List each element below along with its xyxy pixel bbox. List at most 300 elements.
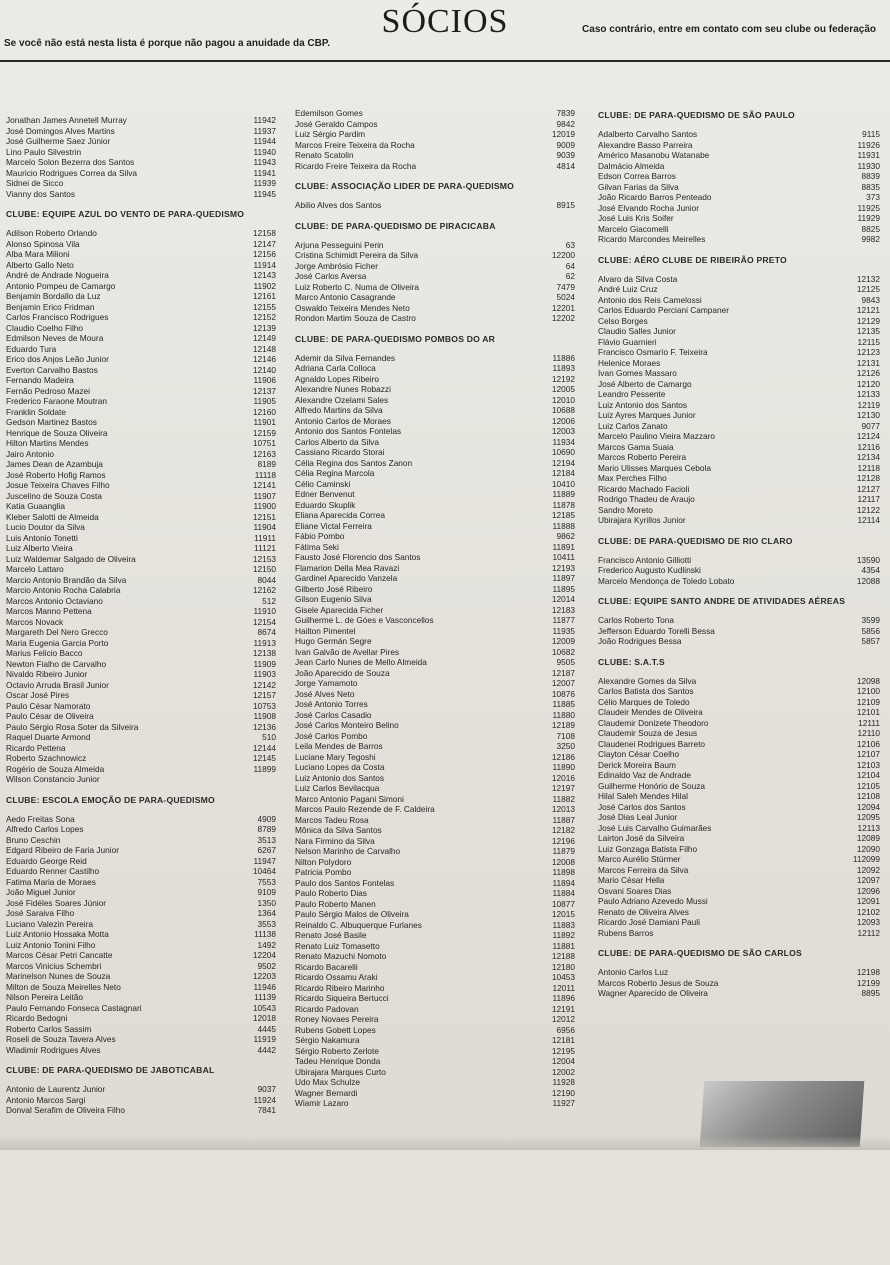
header-note-left: Se você não está nesta lista é porque não pagou a anuidade da CBP. <box>4 38 331 49</box>
member-number: 12203 <box>252 971 276 981</box>
member-name: Nilson Pereira Leitão <box>6 992 84 1002</box>
member-number: 8674 <box>257 627 276 637</box>
member-row <box>6 908 276 919</box>
member-name: Wagner Bernardi <box>295 1087 358 1098</box>
member-row <box>6 982 276 993</box>
member-name: Luiz Antonio dos Santos <box>295 772 385 783</box>
member-row <box>295 140 575 151</box>
member-row <box>598 326 880 337</box>
member-row <box>6 354 276 365</box>
member-name: Ricardo Freire Teixeira da Rocha <box>295 160 417 171</box>
member-number: 10411 <box>552 552 575 562</box>
member-number: 12105 <box>856 780 880 791</box>
member-name: Sérgio Nakamura <box>295 1035 360 1045</box>
member-name: Paulo Roberto Dias <box>295 888 367 898</box>
member-name: Wagner Aparecido de Oliveira <box>598 988 708 998</box>
bleed-through-edge <box>0 1136 890 1150</box>
member-row <box>295 416 575 427</box>
member-name: Mônica da Silva Santos <box>295 825 382 835</box>
member-name: Marcos Freire Teixeira da Rocha <box>295 139 415 150</box>
member-name: Ademir da Silva Fernandes <box>295 352 396 363</box>
member-name: Luiz Sérgio Pardim <box>295 129 366 139</box>
member-number: 12156 <box>252 249 276 259</box>
member-number: 11911 <box>254 532 276 543</box>
member-number: 11138 <box>254 929 276 939</box>
member-number: 11889 <box>552 489 575 499</box>
member-number: 11930 <box>857 160 880 171</box>
member-row <box>6 701 276 712</box>
member-row <box>598 347 880 358</box>
member-row <box>6 824 276 835</box>
member-name: Flamarion Della Mea Ravazi <box>295 562 400 573</box>
member-name: Marco Antonio Pagani Simoni <box>295 793 404 804</box>
club-heading: CLUBE: DE PARA-QUEDISMO POMBOS DO AR <box>295 333 496 344</box>
member-row <box>295 857 575 868</box>
member-number: 6267 <box>257 845 276 855</box>
member-number: 12189 <box>551 720 575 730</box>
member-number: 11927 <box>552 1098 575 1108</box>
member-name: Eduardo George Reid <box>6 855 87 866</box>
member-row <box>6 228 276 239</box>
member-number: 4909 <box>257 813 276 824</box>
member-name: José Domingos Alves Martins <box>6 125 115 136</box>
member-row <box>295 200 575 211</box>
member-name: Luiz Carlos Bevilacqua <box>295 783 380 793</box>
member-name: Renato de Oliveira Alves <box>598 906 689 917</box>
member-name: José Guilherme Saez Júnior <box>6 136 111 146</box>
member-row <box>6 845 276 856</box>
member-name: Antonio Carlos de Moraes <box>295 415 391 426</box>
member-number: 11900 <box>253 501 276 511</box>
member-number: 1364 <box>257 908 276 918</box>
member-name: Jorge Yamamoto <box>295 678 358 688</box>
member-row <box>295 261 575 272</box>
member-number: 11892 <box>552 930 575 940</box>
club-heading: CLUBE: DE PARA-QUEDISMO DE JABOTICABAL <box>6 1065 215 1075</box>
member-row <box>295 846 575 857</box>
member-name: Kleber Salotti de Almeida <box>6 511 99 522</box>
member-name: Ricardo Bedogni <box>6 1013 68 1023</box>
member-name: Paulo Adriano Azevedo Mussi <box>598 896 708 906</box>
member-row <box>6 1045 276 1056</box>
member-row <box>295 647 575 658</box>
member-row <box>6 961 276 972</box>
member-name: Edson Correa Barros <box>598 171 676 181</box>
member-row <box>598 431 880 442</box>
member-row <box>598 718 880 729</box>
member-name: Alexandre Gomes da Silva <box>598 675 697 686</box>
member-name: João Ricardo Barros Penteado <box>598 192 712 202</box>
member-row <box>598 781 880 792</box>
member-row <box>295 1067 575 1078</box>
member-name: Nara Firmino da Silva <box>295 835 375 846</box>
member-name: José Luis Kris Soifer <box>598 213 674 223</box>
member-number: 11910 <box>253 606 276 616</box>
member-name: Alfredo Martins da Silva <box>295 405 383 415</box>
member-number: 12141 <box>252 480 276 490</box>
member-number: 12195 <box>551 1045 575 1056</box>
club-heading: CLUBE: EQUIPE AZUL DO VENTO DE PARA-QUEDISMO <box>6 209 245 219</box>
member-number: 4814 <box>556 160 575 171</box>
member-number: 11925 <box>857 202 880 213</box>
member-row <box>6 554 276 565</box>
member-number: 112099 <box>852 854 880 864</box>
member-row <box>6 333 276 344</box>
member-number: 12110 <box>857 728 880 738</box>
member-name: Antonio dos Santos Fontelas <box>295 426 402 436</box>
member-row <box>295 1056 575 1067</box>
member-row <box>295 941 575 952</box>
member-row <box>6 249 276 260</box>
member-number: 8915 <box>556 200 575 210</box>
member-name: José Antonio Torres <box>295 699 368 709</box>
club-heading: CLUBE: DE PARA-QUEDISMO DE PIRACICABA <box>295 220 496 231</box>
member-row <box>598 224 880 235</box>
member-name: Cristina Schimidt Pereira da Silva <box>295 250 419 260</box>
member-number: 10690 <box>551 447 575 457</box>
member-number: 5024 <box>556 292 575 302</box>
member-row <box>295 668 575 679</box>
member-name: Rubens Gobett Lopes <box>295 1024 376 1035</box>
member-number: 62 <box>565 271 575 281</box>
member-name: Cassiano Ricardo Storai <box>295 447 385 457</box>
member-name: Frederico Faraone Moutran <box>6 396 107 406</box>
member-number: 12093 <box>856 917 880 927</box>
member-name: Hailton Pimentel <box>295 625 356 636</box>
member-row <box>598 875 880 886</box>
member-number: 11939 <box>253 178 276 188</box>
member-number: 11890 <box>552 762 575 772</box>
member-name: Paulo César Namorato <box>6 700 91 711</box>
member-row <box>598 896 880 907</box>
member-name: Nilton Polydoro <box>295 856 352 867</box>
member-number: 11880 <box>552 709 575 720</box>
member-number: 8835 <box>861 181 880 192</box>
member-number: 12147 <box>252 238 276 249</box>
member-row <box>295 930 575 941</box>
member-name: Ubirajara Marques Curto <box>295 1066 386 1077</box>
member-name: Carlos Batista dos Santos <box>598 686 694 696</box>
member-row <box>6 302 276 313</box>
member-number: 7108 <box>556 730 575 741</box>
member-row <box>295 720 575 731</box>
member-number: 11893 <box>552 363 575 373</box>
member-name: Alexandre Nunes Robazzi <box>295 384 391 394</box>
member-number: 11905 <box>253 396 276 406</box>
member-name: Alberto Gallo Neto <box>6 259 74 270</box>
member-row <box>598 182 880 193</box>
member-number: 8825 <box>861 223 880 234</box>
member-row <box>6 596 276 607</box>
member-row <box>598 907 880 918</box>
member-name: João Rodrigues Bessa <box>598 636 682 646</box>
member-row <box>6 743 276 754</box>
member-row <box>295 447 575 458</box>
member-row <box>295 1046 575 1057</box>
member-row <box>598 576 880 587</box>
member-row <box>295 552 575 563</box>
member-number: 10464 <box>252 866 276 876</box>
member-row <box>598 802 880 813</box>
member-name: Abilio Alves dos Santos <box>295 200 382 210</box>
member-number: 64 <box>565 260 575 271</box>
member-number: 12199 <box>856 977 880 988</box>
member-number: 4445 <box>257 1023 276 1034</box>
member-row <box>598 760 880 771</box>
member-number: 12092 <box>856 864 880 875</box>
member-name: Fausto José Florencio dos Santos <box>295 552 421 562</box>
member-row <box>295 899 575 910</box>
member-row <box>598 400 880 411</box>
member-row <box>6 1034 276 1045</box>
member-name: Claudemir Donizete Theodoro <box>598 717 709 728</box>
member-row <box>598 129 880 140</box>
member-number: 8895 <box>861 988 880 998</box>
member-number: 10453 <box>551 972 575 982</box>
member-number: 9039 <box>556 150 575 160</box>
member-name: Mario César Hella <box>598 875 665 885</box>
member-number: 12188 <box>551 951 575 961</box>
member-row <box>295 240 575 251</box>
member-number: 8044 <box>257 574 276 585</box>
member-row <box>295 458 575 469</box>
member-row <box>6 764 276 775</box>
member-name: José Saraiva Filho <box>6 908 75 918</box>
member-number: 11899 <box>253 763 276 774</box>
member-name: Roseli de Souza Tavera Alves <box>6 1034 116 1044</box>
member-number: 11894 <box>552 877 575 888</box>
member-row <box>295 563 575 574</box>
member-number: 11914 <box>253 259 276 270</box>
member-name: Marcos Ferreira da Silva <box>598 864 689 875</box>
member-name: Antonio Pompeu de Camargo <box>6 280 116 291</box>
member-number: 12091 <box>856 896 880 906</box>
member-row <box>6 344 276 355</box>
member-name: Paulo Roberto Manen <box>295 898 376 909</box>
member-number: 12122 <box>856 504 880 515</box>
member-number: 12108 <box>856 791 880 801</box>
member-number: 10688 <box>551 405 575 415</box>
member-number: 11877 <box>552 615 575 625</box>
member-row <box>295 762 575 773</box>
member-number: 12190 <box>551 1087 575 1098</box>
member-row <box>295 615 575 626</box>
member-number: 3599 <box>861 615 880 625</box>
member-name: Marcos Manno Pettena <box>6 606 92 616</box>
member-row <box>6 270 276 281</box>
member-row <box>598 161 880 172</box>
member-row <box>295 161 575 172</box>
member-row <box>295 150 575 161</box>
member-number: 12103 <box>856 759 880 770</box>
member-row <box>598 686 880 697</box>
member-row <box>6 533 276 544</box>
member-name: José Geraldo Campos <box>295 118 378 129</box>
member-row <box>295 531 575 542</box>
member-number: 11929 <box>857 213 880 223</box>
member-name: Rondon Martim Souza de Castro <box>295 313 416 323</box>
masthead <box>0 0 890 62</box>
member-row <box>6 449 276 460</box>
member-name: Ricardo José Damiani Pauli <box>598 917 700 927</box>
member-name: Marcelo Solon Bezerra dos Santos <box>6 157 135 167</box>
member-name: José Carlos Aversa <box>295 271 367 281</box>
member-row <box>295 731 575 742</box>
member-number: 11947 <box>253 855 276 866</box>
member-number: 12137 <box>252 385 276 396</box>
member-row <box>598 494 880 505</box>
member-name: Newton Fialho de Carvalho <box>6 658 107 669</box>
member-number: 12011 <box>552 982 575 993</box>
member-number: 12106 <box>856 738 880 749</box>
member-row <box>295 384 575 395</box>
member-number: 12115 <box>857 336 880 347</box>
member-number: 12127 <box>856 483 880 494</box>
member-name: Ricardo Marcondes Meirelles <box>598 234 706 244</box>
member-row <box>6 407 276 418</box>
member-number: 3250 <box>556 741 575 751</box>
member-number: 12128 <box>856 473 880 483</box>
member-row <box>295 993 575 1004</box>
member-row <box>295 741 575 752</box>
member-name: Eduardo Skuplik <box>295 499 356 510</box>
member-row <box>6 386 276 397</box>
member-name: José Luis Carvalho Guimarães <box>598 822 712 833</box>
member-name: Osvani Soares Dias <box>598 885 672 896</box>
member-row <box>6 281 276 292</box>
member-name: Luciano Lopes da Costa <box>295 762 385 772</box>
member-name: Luciane Mary Tegoshi <box>295 751 376 762</box>
member-name: Luiz Waldemar Salgado de Oliveira <box>6 553 136 564</box>
member-name: Mario Ulisses Marques Cebola <box>598 462 711 473</box>
member-number <box>239 774 276 785</box>
member-number: 12155 <box>252 301 276 312</box>
member-row <box>295 521 575 532</box>
member-row <box>6 940 276 951</box>
member-number: 12117 <box>857 494 880 504</box>
member-number: 11895 <box>552 583 575 594</box>
member-row <box>6 950 276 961</box>
member-number: 12118 <box>857 462 880 473</box>
member-row <box>6 877 276 888</box>
member-number: 11903 <box>253 669 276 679</box>
member-name: Gilberto José Ribeiro <box>295 583 373 594</box>
member-row <box>6 585 276 596</box>
member-name: Max Perches Filho <box>598 473 667 483</box>
member-number: 10877 <box>551 898 575 909</box>
member-name: Lino Paulo Silvestrin <box>6 146 82 157</box>
member-row <box>6 260 276 271</box>
member-row <box>598 565 880 576</box>
member-number: 12116 <box>857 441 880 452</box>
member-number: 12145 <box>252 753 276 763</box>
member-number: 11886 <box>552 352 575 363</box>
member-name: Luiz Ayres Marques Junior <box>598 410 696 420</box>
member-name: Francisco Osmarío F. Teixeira <box>598 347 708 357</box>
member-number: 12146 <box>252 354 276 364</box>
member-name: Alfredo Carlos Lopes <box>6 824 84 834</box>
member-name: Fátima Seki <box>295 541 339 552</box>
club-heading: CLUBE: AÉRO CLUBE DE RIBEIRÃO PRETO <box>598 254 787 265</box>
member-number: 12121 <box>856 305 880 315</box>
member-name: Edgard Ribeiro de Faria Junior <box>6 845 119 855</box>
member-row <box>6 929 276 940</box>
member-number: 11883 <box>552 919 575 930</box>
member-number: 11888 <box>552 520 575 531</box>
member-name: Luis Antonio Tonetti <box>6 532 78 543</box>
member-row <box>295 1014 575 1025</box>
member-row <box>295 353 575 364</box>
member-name: Marcos Roberto Jesus de Souza <box>598 977 719 988</box>
member-number: 3513 <box>257 834 276 845</box>
club-heading: CLUBE: DE PARA-QUEDISMO DE SÃO CARLOS <box>598 948 802 958</box>
member-number: 12003 <box>551 426 575 436</box>
member-number: 12006 <box>551 415 575 426</box>
member-row <box>598 928 880 939</box>
member-name: Mauricio Rodrigues Correa da Silva <box>6 167 137 178</box>
member-name: Jorge Ambrósio Ficher <box>295 260 379 271</box>
member-name: Ricardo Bacarelli <box>295 961 358 972</box>
member-number: 12201 <box>551 302 575 313</box>
member-name: Jean Carlo Nunes de Mello Almeida <box>295 657 427 667</box>
member-name: Roney Novaes Pereira <box>295 1014 379 1024</box>
member-row <box>6 1013 276 1024</box>
member-row <box>295 489 575 500</box>
member-row <box>6 659 276 670</box>
member-row <box>6 898 276 909</box>
member-row <box>6 291 276 302</box>
member-row <box>6 1105 276 1116</box>
member-number: 12184 <box>551 468 575 478</box>
member-row <box>295 878 575 889</box>
member-row <box>295 363 575 374</box>
member-name: Alexandre Ozelami Sales <box>295 394 389 405</box>
member-number: 12096 <box>856 885 880 896</box>
member-number: 11944 <box>253 136 276 146</box>
member-name: Sandro Moreto <box>598 504 653 515</box>
member-row <box>6 732 276 743</box>
member-number: 12160 <box>252 406 276 417</box>
member-name: Antonio dos Reis Camelossi <box>598 294 702 305</box>
member-name: Marcio Antonio Brandão da Silva <box>6 574 127 585</box>
member-name: Hilton Martins Mendes <box>6 438 89 448</box>
member-row <box>6 178 276 189</box>
member-row <box>295 282 575 293</box>
member-name: Eliana Aparecida Correa <box>295 510 385 520</box>
member-row <box>6 501 276 512</box>
member-row <box>295 129 575 140</box>
member-name: Paulo Fernando Fonseca Castagnari <box>6 1002 142 1013</box>
member-row <box>598 234 880 245</box>
member-number: 12010 <box>551 394 575 405</box>
member-row <box>598 192 880 203</box>
member-row <box>295 815 575 826</box>
member-name: Agnaldo Lopes Ribeiro <box>295 373 379 384</box>
member-name: Flávio Guarnieri <box>598 336 657 347</box>
member-row <box>295 1098 575 1109</box>
member-name: Marcelo Paulino Vieira Mazzaro <box>598 431 715 441</box>
member-row <box>295 962 575 973</box>
member-number: 12016 <box>551 772 575 783</box>
member-name: Guilherme Honório de Souza <box>598 780 705 791</box>
member-name: Rubens Barros <box>598 927 654 938</box>
member-row <box>6 971 276 982</box>
member-row <box>6 617 276 628</box>
member-number: 12123 <box>856 347 880 357</box>
member-row <box>6 459 276 470</box>
member-row <box>6 157 276 168</box>
member-name: Fatima Maria de Moraes <box>6 876 96 887</box>
